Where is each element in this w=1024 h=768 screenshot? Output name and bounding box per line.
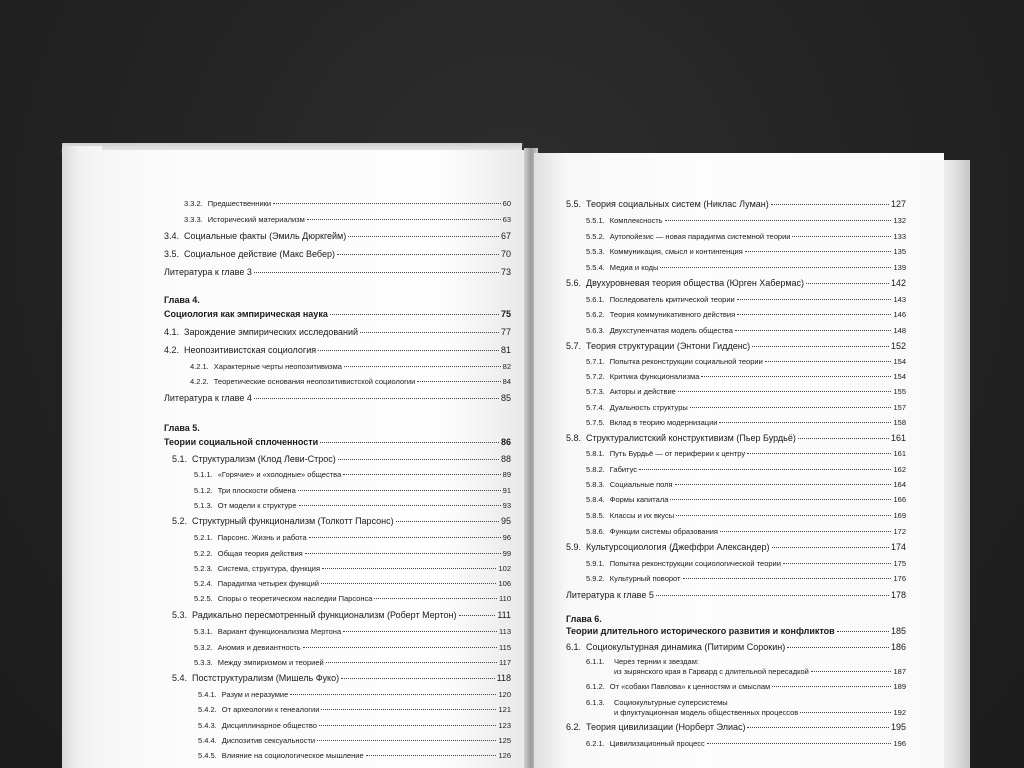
toc-entry-title-line1: Социокультурные суперсистемы (614, 698, 728, 707)
toc-entry: 5.4.3. Дисциплинарное общество 123 (198, 721, 511, 730)
chapter-title: Социология как эмпирическая наука 75 (164, 309, 511, 319)
toc-entry: 4.2. Неопозитивистская социология 81 (164, 345, 511, 355)
toc-entry: 5.8.1. Путь Бурдьё — от периферии к центру 161 (586, 449, 906, 458)
toc-entry: 5.4.1. Разум и неразумие 120 (198, 690, 511, 699)
toc-entry: 5.5.2. Аутопойезис — новая парадигма системной теории 133 (586, 232, 906, 241)
chapter-title: Теории социальной сплоченности 86 (164, 437, 511, 447)
book-page-edges-left (62, 146, 102, 768)
toc-entry: 5.4. Постструктурализм (Мишель Фуко) 118 (172, 673, 511, 683)
toc-entry: 5.2.2. Общая теория действия 99 (194, 549, 511, 558)
toc-entry: 5.7. Теория структурации (Энтони Гидденс) 152 (566, 341, 906, 351)
toc-entry: 5.8.5. Классы и их вкусы 169 (586, 511, 906, 520)
toc-entry-num: 6.1.1. (586, 657, 605, 666)
toc-entry: 6.2. Теория цивилизации (Норберт Элиас) 195 (566, 722, 906, 732)
toc-entry: 5.6.2. Теория коммуникативного действия 146 (586, 310, 906, 319)
toc-entry: 5.5.1. Комплексность 132 (586, 216, 906, 225)
toc-entry: 5.8.3. Социальные поля 164 (586, 480, 906, 489)
toc-entry: 5.3.2. Аномия и девиантность 115 (194, 643, 511, 652)
toc-entry: 3.3.3. Исторический материализм 63 (184, 215, 511, 224)
toc-entry: 5.8. Структуралистский конструктивизм (Пьер Бурдьё) 161 (566, 433, 906, 443)
toc-entry: 5.8.2. Габитус 162 (586, 465, 906, 474)
toc-entry: из зырянского края в Гарвард с длительной пересадкой 187 (614, 667, 906, 676)
toc-entry: 5.5. Теория социальных систем (Никлас Луман) 127 (566, 199, 906, 209)
toc-entry: 5.1.3. От модели к структуре 93 (194, 501, 511, 510)
toc-entry: 5.4.4. Диспозитив сексуальности 125 (198, 736, 511, 745)
chapter-title: Теории длительного исторического развития и конфликтов 185 (566, 626, 906, 636)
toc-entry: 5.6. Двухуровневая теория общества (Юрген Хабермас) 142 (566, 278, 906, 288)
toc-entry: Литература к главе 4 85 (164, 393, 511, 403)
toc-entry: 5.9.1. Попытка реконструкции социологической теории 175 (586, 559, 906, 568)
toc-entry: 5.7.1. Попытка реконструкции социальной теории 154 (586, 357, 906, 366)
toc-entry: 5.2.1. Парсонс. Жизнь и работа 96 (194, 533, 511, 542)
toc-entry: 5.2.4. Парадигма четырех функций 106 (194, 579, 511, 588)
toc-entry: 5.6.1. Последователь критической теории 143 (586, 295, 906, 304)
toc-entry: 3.4. Социальные факты (Эмиль Дюркгейм) 67 (164, 231, 511, 241)
toc-entry: Литература к главе 3 73 (164, 267, 511, 277)
toc-entry: 5.1. Структурализм (Клод Леви-Строс) 88 (172, 454, 511, 464)
toc-entry: 3.3.2. Предшественники 60 (184, 199, 511, 208)
chapter-label: Глава 4. (164, 295, 200, 305)
toc-entry: 5.6.3. Двухступенчатая модель общества 148 (586, 326, 906, 335)
toc-entry: 4.2.1. Характерные черты неопозитивизма 82 (190, 362, 511, 371)
toc-entry: 5.9.2. Культурный поворот 176 (586, 574, 906, 583)
toc-entry: 5.5.4. Медиа и коды 139 (586, 263, 906, 272)
toc-entry: 6.1. Социокультурная динамика (Питирим Сорокин) 186 (566, 642, 906, 652)
toc-entry: 5.3.3. Между эмпиризмом и теорией 117 (194, 658, 511, 667)
toc-entry-num: 6.1.3. (586, 698, 605, 707)
toc-entry-title-line1: Через тернии к звездам: (614, 657, 699, 666)
toc-entry: 5.7.2. Критика функционализма 154 (586, 372, 906, 381)
toc-entry: 5.3. Радикально пересмотренный функционализм (Роберт Мертон) 111 (172, 610, 511, 620)
toc-entry: 5.2.5. Споры о теоретическом наследии Парсонса 110 (194, 594, 511, 603)
toc-entry: 5.7.4. Дуальность структуры 157 (586, 403, 906, 412)
toc-entry: 3.5. Социальное действие (Макс Вебер) 70 (164, 249, 511, 259)
left-page (98, 150, 528, 768)
toc-entry: 5.4.2. От археологии к генеалогии 121 (198, 705, 511, 714)
toc-entry: 5.7.5. Вклад в теорию модернизации 158 (586, 418, 906, 427)
toc-entry: 5.5.3. Коммуникация, смысл и контингенция 135 (586, 247, 906, 256)
toc-entry: 6.1.2. От «собаки Павлова» к ценностям и смыслам 189 (586, 682, 906, 691)
right-page (534, 153, 944, 768)
toc-entry: 5.7.3. Акторы и действие 155 (586, 387, 906, 396)
toc-entry: 4.1. Зарождение эмпирических исследований 77 (164, 327, 511, 337)
toc-entry: 6.2.1. Цивилизационный процесс 196 (586, 739, 906, 748)
toc-entry: 5.1.1. «Горячие» и «холодные» общества 89 (194, 470, 511, 479)
toc-entry: 5.2.3. Система, структура, функция 102 (194, 564, 511, 573)
toc-entry: и флуктуационная модель общественных процессов 192 (614, 708, 906, 717)
toc-entry: 4.2.2. Теоретические основания неопозитивистской социологии 84 (190, 377, 511, 386)
chapter-label: Глава 5. (164, 423, 200, 433)
toc-entry: 5.8.4. Формы капитала 166 (586, 495, 906, 504)
toc-entry: 5.4.5. Влияние на социологическое мышление 126 (198, 751, 511, 760)
chapter-label: Глава 6. (566, 614, 602, 624)
toc-entry: 5.9. Культурсоциология (Джеффри Александер) 174 (566, 542, 906, 552)
toc-entry: 5.8.6. Функции системы образования 172 (586, 527, 906, 536)
toc-entry: Литература к главе 5 178 (566, 590, 906, 600)
toc-entry: 5.2. Структурный функционализм (Толкотт Парсонс) 95 (172, 516, 511, 526)
toc-entry: 5.3.1. Вариант функционализма Мертона 113 (194, 627, 511, 636)
book-page-edges-right (940, 160, 970, 768)
toc-entry: 5.1.2. Три плоскости обмена 91 (194, 486, 511, 495)
